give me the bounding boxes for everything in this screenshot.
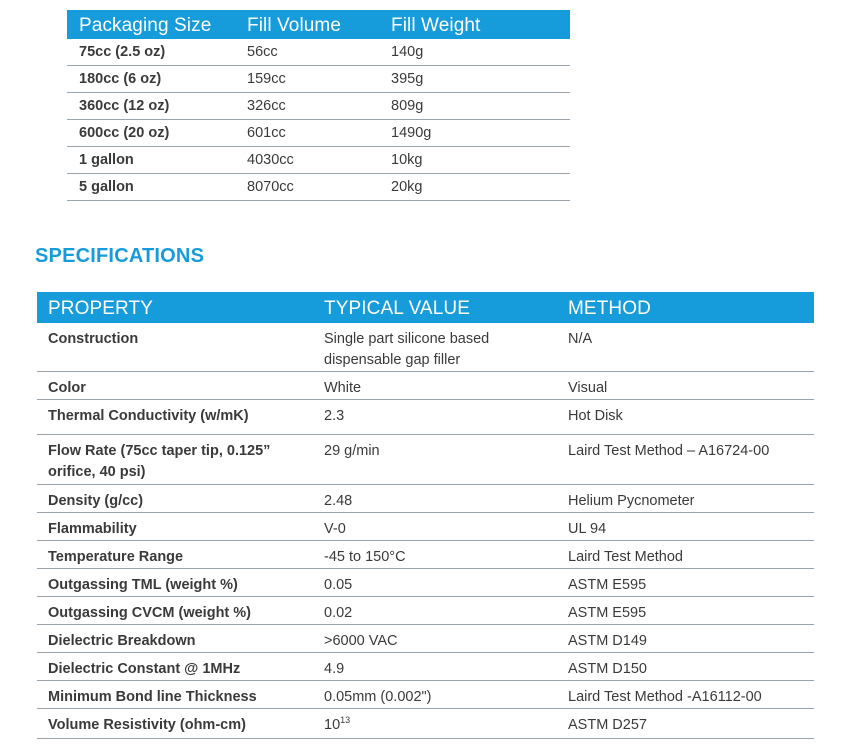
table-row xyxy=(37,709,814,739)
table-row xyxy=(37,400,814,435)
section-title: SPECIFICATIONS xyxy=(35,245,205,267)
packaging-size-cell: 360cc (12 oz) xyxy=(79,98,170,114)
header-method: METHOD xyxy=(568,298,651,319)
fill-volume-cell: 8070cc xyxy=(247,179,294,195)
packaging-size-cell: 180cc (6 oz) xyxy=(79,71,162,87)
table-row xyxy=(67,147,570,174)
value-cell: 2.48 xyxy=(324,493,353,509)
table-row xyxy=(67,66,570,93)
table-row xyxy=(37,323,814,372)
method-cell: ASTM E595 xyxy=(568,577,647,593)
method-cell: Helium Pycnometer xyxy=(568,493,695,509)
volume-resistivity-base: 10 xyxy=(324,717,341,733)
value-cell: 2.3 xyxy=(324,408,345,424)
value-cell: 0.05 xyxy=(324,577,353,593)
header-fill-weight: Fill Weight xyxy=(391,15,481,36)
method-cell: ASTM E595 xyxy=(568,605,647,621)
property-cell: Minimum Bond line Thickness xyxy=(48,689,257,705)
table-row xyxy=(67,174,570,201)
table-row xyxy=(37,625,814,653)
property-cell: Flow Rate (75cc taper tip, 0.125” orifice, 40 psi) xyxy=(48,443,271,480)
fill-weight-cell: 140g xyxy=(391,44,424,60)
property-cell: Temperature Range xyxy=(48,549,184,565)
fill-weight-cell: 20kg xyxy=(391,179,423,195)
packaging-size-cell: 5 gallon xyxy=(79,179,134,195)
property-cell: Construction xyxy=(48,331,139,347)
header-fill-volume: Fill Volume xyxy=(247,15,342,36)
property-cell: Thermal Conductivity (w/mK) xyxy=(48,408,249,424)
fill-weight-cell: 395g xyxy=(391,71,424,87)
value-cell: >6000 VAC xyxy=(324,633,398,649)
header-property: PROPERTY xyxy=(48,298,153,319)
property-cell: Volume Resistivity (ohm-cm) xyxy=(48,717,246,733)
method-cell: Hot Disk xyxy=(568,408,623,424)
table-row xyxy=(37,435,814,485)
fill-volume-cell: 4030cc xyxy=(247,152,294,168)
fill-weight-cell: 10kg xyxy=(391,152,423,168)
packaging-table-header xyxy=(67,10,570,39)
packaging-size-cell: 600cc (20 oz) xyxy=(79,125,170,141)
volume-resistivity-exponent: 13 xyxy=(340,715,351,725)
packaging-size-cell: 1 gallon xyxy=(79,152,134,168)
table-row xyxy=(67,120,570,147)
value-cell: V-0 xyxy=(324,521,346,537)
table-row xyxy=(67,39,570,66)
method-cell: Visual xyxy=(568,380,608,396)
value-cell: 29 g/min xyxy=(324,443,380,459)
table-row xyxy=(37,653,814,681)
table-row xyxy=(37,569,814,597)
table-row xyxy=(37,513,814,541)
method-cell: N/A xyxy=(568,331,593,347)
property-cell: Outgassing TML (weight %) xyxy=(48,577,238,593)
table-row xyxy=(37,597,814,625)
fill-volume-cell: 56cc xyxy=(247,44,278,60)
method-cell: Laird Test Method -A16112-00 xyxy=(568,689,762,705)
value-cell xyxy=(324,715,544,736)
method-cell: Laird Test Method – A16724-00 xyxy=(568,443,770,459)
header-typical-value: TYPICAL VALUE xyxy=(324,298,470,319)
table-row xyxy=(67,93,570,120)
value-cell: 4.9 xyxy=(324,661,345,677)
table-row xyxy=(37,541,814,569)
value-cell: 0.02 xyxy=(324,605,353,621)
fill-volume-cell: 601cc xyxy=(247,125,286,141)
fill-weight-cell: 1490g xyxy=(391,125,432,141)
table-row xyxy=(37,372,814,400)
property-cell: Density (g/cc) xyxy=(48,493,144,509)
method-cell: ASTM D150 xyxy=(568,661,647,677)
method-cell: ASTM D149 xyxy=(568,633,647,649)
value-cell: White xyxy=(324,380,362,396)
value-cell: Single part silicone based dispensable gap filler xyxy=(324,331,490,368)
fill-weight-cell: 809g xyxy=(391,98,424,114)
property-cell: Dielectric Constant @ 1MHz xyxy=(48,661,241,677)
method-cell: UL 94 xyxy=(568,521,607,537)
specifications-table-header xyxy=(37,292,814,323)
property-cell: Dielectric Breakdown xyxy=(48,633,196,649)
property-cell: Outgassing CVCM (weight %) xyxy=(48,605,251,621)
method-cell: Laird Test Method xyxy=(568,549,683,565)
header-packaging-size: Packaging Size xyxy=(79,15,212,36)
table-row xyxy=(37,681,814,709)
table-row xyxy=(37,485,814,513)
packaging-table xyxy=(67,10,570,201)
specifications-table xyxy=(37,292,814,739)
property-cell: Color xyxy=(48,380,86,396)
value-cell: -45 to 150°C xyxy=(324,549,406,565)
method-cell: ASTM D257 xyxy=(568,717,647,733)
fill-volume-cell: 326cc xyxy=(247,98,286,114)
packaging-size-cell: 75cc (2.5 oz) xyxy=(79,44,166,60)
value-cell: 0.05mm (0.002") xyxy=(324,689,432,705)
property-cell: Flammability xyxy=(48,521,137,537)
fill-volume-cell: 159cc xyxy=(247,71,286,87)
